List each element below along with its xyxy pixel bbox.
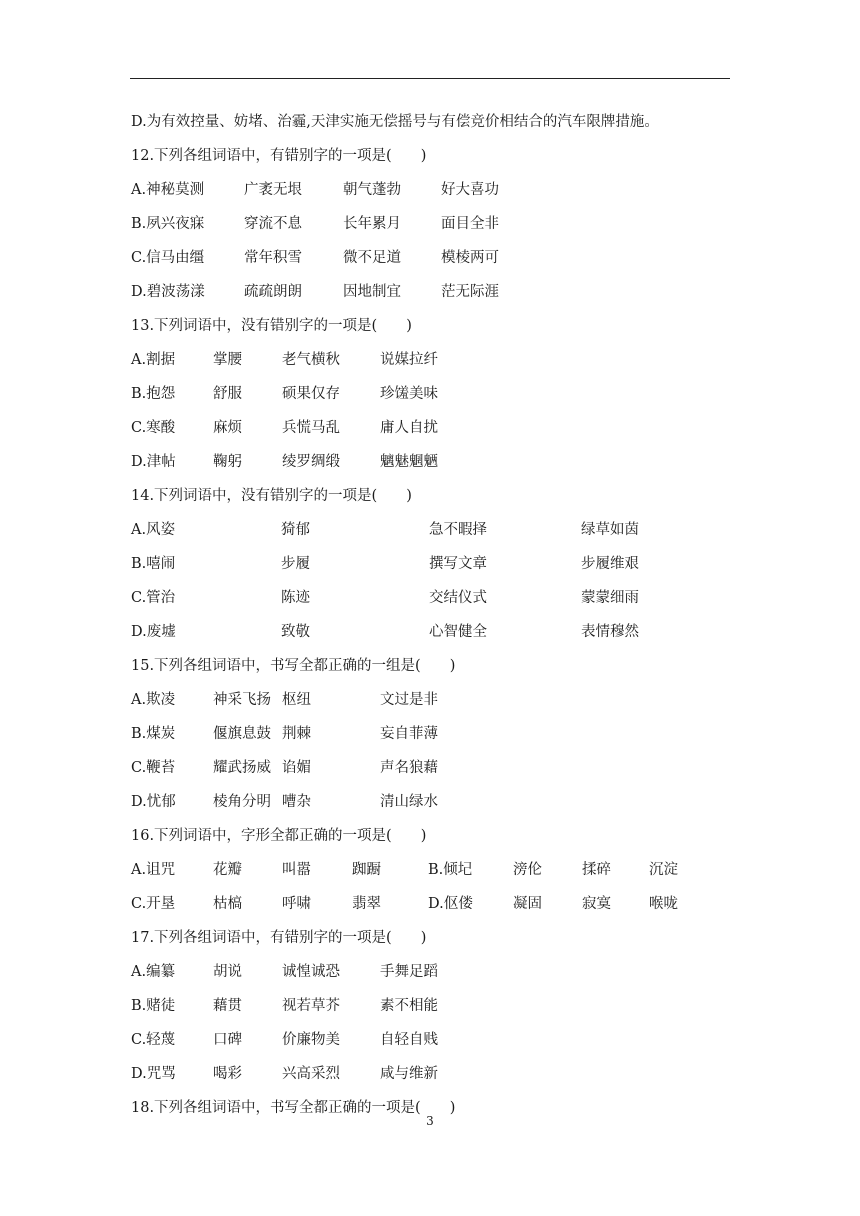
option-cell: 价廉物美 — [282, 1032, 340, 1048]
option-cell: D.废墟 — [131, 624, 176, 640]
option-cell: 好大喜功 — [441, 182, 499, 198]
header-rule — [130, 78, 730, 79]
option-cell: 棱角分明 — [213, 794, 271, 810]
text-line — [131, 654, 731, 688]
option-cell: 广袤无垠 — [244, 182, 302, 198]
option-cell: 因地制宜 — [343, 284, 401, 300]
option-cell: A.神秘莫测 — [131, 182, 205, 198]
option-row — [131, 348, 731, 382]
option-cell: 麻烦 — [213, 420, 242, 436]
option-cell: 说媒拉纤 — [380, 352, 438, 368]
option-cell: 神采飞扬 — [213, 692, 271, 708]
option-cell: 踟蹰 — [352, 862, 381, 878]
option-row — [131, 382, 731, 416]
option-cell: 陈迹 — [281, 590, 310, 606]
option-cell: 藉贯 — [213, 998, 242, 1014]
text-line — [131, 144, 731, 178]
option-cell: A.割据 — [131, 352, 176, 368]
option-cell: 胡说 — [213, 964, 242, 980]
option-cell: 致敬 — [281, 624, 310, 640]
line-text: 15.下列各组词语中，书写全都正确的一组是( ) — [131, 658, 456, 674]
option-row — [131, 280, 731, 314]
option-row — [131, 756, 731, 790]
text-line — [131, 110, 731, 144]
line-text: 14.下列词语中，没有错别字的一项是( ) — [131, 488, 412, 504]
page-number: 3 — [426, 1114, 434, 1128]
option-cell: B.嘻闹 — [131, 556, 176, 572]
option-cell: 滂伦 — [513, 862, 542, 878]
option-cell: A.诅咒 — [131, 862, 176, 878]
option-row — [131, 620, 731, 654]
option-cell: 朝气蓬勃 — [343, 182, 401, 198]
option-cell: 嘈杂 — [282, 794, 311, 810]
option-row — [131, 586, 731, 620]
option-cell: 掌腰 — [213, 352, 242, 368]
option-row — [131, 790, 731, 824]
option-cell: 绫罗绸缎 — [282, 454, 340, 470]
option-cell: 咸与维新 — [380, 1066, 438, 1082]
option-cell: C.开垦 — [131, 896, 176, 912]
option-cell: 视若草芥 — [282, 998, 340, 1014]
option-row — [131, 212, 731, 246]
option-row — [131, 688, 731, 722]
option-cell: 急不暇择 — [429, 522, 487, 538]
option-cell: 老气横秋 — [282, 352, 340, 368]
option-row — [131, 892, 731, 926]
option-cell: 表情穆然 — [581, 624, 639, 640]
option-cell: 手舞足蹈 — [380, 964, 438, 980]
option-row — [131, 960, 731, 994]
option-cell: B.倾圮 — [428, 862, 473, 878]
option-cell: 微不足道 — [343, 250, 401, 266]
option-cell: 心智健全 — [429, 624, 487, 640]
option-cell: B.夙兴夜寐 — [131, 216, 205, 232]
option-cell: 茫无际涯 — [441, 284, 499, 300]
option-cell: 呼啸 — [282, 896, 311, 912]
option-cell: 口碑 — [213, 1032, 242, 1048]
line-text: 12.下列各组词语中，有错别字的一项是( ) — [131, 148, 427, 164]
line-text: D.为有效控量、妨堵、治霾,天津实施无偿摇号与有偿竞价相结合的汽车限牌措施。 — [131, 114, 659, 130]
option-cell: 叫嚣 — [282, 862, 311, 878]
option-cell: D.忧郁 — [131, 794, 176, 810]
text-line — [131, 314, 731, 348]
option-cell: 穿流不息 — [244, 216, 302, 232]
option-cell: 绿草如茵 — [581, 522, 639, 538]
option-cell: A.编纂 — [131, 964, 176, 980]
option-cell: 庸人自扰 — [380, 420, 438, 436]
option-cell: 喝彩 — [213, 1066, 242, 1082]
option-cell: 猗郁 — [281, 522, 310, 538]
option-cell: 步履 — [281, 556, 310, 572]
option-cell: B.赌徒 — [131, 998, 176, 1014]
line-text: 16.下列词语中，字形全都正确的一项是( ) — [131, 828, 427, 844]
text-line — [131, 484, 731, 518]
option-cell: D.碧波荡漾 — [131, 284, 205, 300]
option-cell: 鞠躬 — [213, 454, 242, 470]
option-cell: 长年累月 — [343, 216, 401, 232]
option-cell: 面目全非 — [441, 216, 499, 232]
option-row — [131, 1028, 731, 1062]
text-line — [131, 926, 731, 960]
option-cell: 花瓣 — [213, 862, 242, 878]
option-cell: 寂寞 — [582, 896, 611, 912]
option-cell: 凝固 — [513, 896, 542, 912]
option-row — [131, 994, 731, 1028]
option-cell: A.欺凌 — [131, 692, 176, 708]
option-cell: 步履维艰 — [581, 556, 639, 572]
option-cell: 兵慌马乱 — [282, 420, 340, 436]
option-cell: 撰写文章 — [429, 556, 487, 572]
option-cell: D.咒骂 — [131, 1066, 176, 1082]
option-cell: D.伛偻 — [428, 896, 473, 912]
option-cell: 素不相能 — [380, 998, 438, 1014]
option-cell: 荆棘 — [282, 726, 311, 742]
text-line — [131, 824, 731, 858]
option-cell: 交结仪式 — [429, 590, 487, 606]
option-cell: C.信马由缰 — [131, 250, 205, 266]
option-cell: D.津帖 — [131, 454, 176, 470]
option-row — [131, 416, 731, 450]
option-cell: 耀武扬威 — [213, 760, 271, 776]
option-cell: 硕果仅存 — [282, 386, 340, 402]
option-cell: 偃旗息鼓 — [213, 726, 271, 742]
option-row — [131, 858, 731, 892]
option-cell: 文过是非 — [380, 692, 438, 708]
option-cell: 妄自菲薄 — [380, 726, 438, 742]
option-cell: 喉咙 — [649, 896, 678, 912]
option-cell: 蒙蒙细雨 — [581, 590, 639, 606]
option-cell: 疏疏朗朗 — [244, 284, 302, 300]
option-row — [131, 246, 731, 280]
option-cell: C.管治 — [131, 590, 176, 606]
option-cell: 谄媚 — [282, 760, 311, 776]
line-text: 13.下列词语中，没有错别字的一项是( ) — [131, 318, 412, 334]
option-cell: 兴高采烈 — [282, 1066, 340, 1082]
option-cell: 常年积雪 — [244, 250, 302, 266]
option-row — [131, 722, 731, 756]
option-cell: 魑魅魍魉 — [380, 454, 438, 470]
option-cell: 声名狼藉 — [380, 760, 438, 776]
option-cell: B.煤炭 — [131, 726, 176, 742]
option-cell: 枢纽 — [282, 692, 311, 708]
option-cell: 模棱两可 — [441, 250, 499, 266]
option-cell: 枯槁 — [213, 896, 242, 912]
option-cell: C.轻蔑 — [131, 1032, 176, 1048]
option-cell: 珍馐美味 — [380, 386, 438, 402]
option-cell: 舒服 — [213, 386, 242, 402]
option-cell: 自轻自贱 — [380, 1032, 438, 1048]
option-row — [131, 1062, 731, 1096]
option-row — [131, 178, 731, 212]
option-cell: A.风姿 — [131, 522, 176, 538]
option-cell: 揉碎 — [582, 862, 611, 878]
option-cell: B.抱怨 — [131, 386, 176, 402]
option-cell: 诚惶诚恐 — [282, 964, 340, 980]
line-text: 18.下列各组词语中，书写全都正确的一项是( ) — [131, 1100, 456, 1116]
option-cell: C.寒酸 — [131, 420, 176, 436]
option-cell: 翡翠 — [352, 896, 381, 912]
document-body — [131, 110, 731, 1130]
option-cell: 沉淀 — [649, 862, 678, 878]
option-cell: 清山绿水 — [380, 794, 438, 810]
line-text: 17.下列各组词语中，有错别字的一项是( ) — [131, 930, 427, 946]
option-row — [131, 552, 731, 586]
option-row — [131, 518, 731, 552]
option-cell: C.鞭苔 — [131, 760, 176, 776]
option-row — [131, 450, 731, 484]
